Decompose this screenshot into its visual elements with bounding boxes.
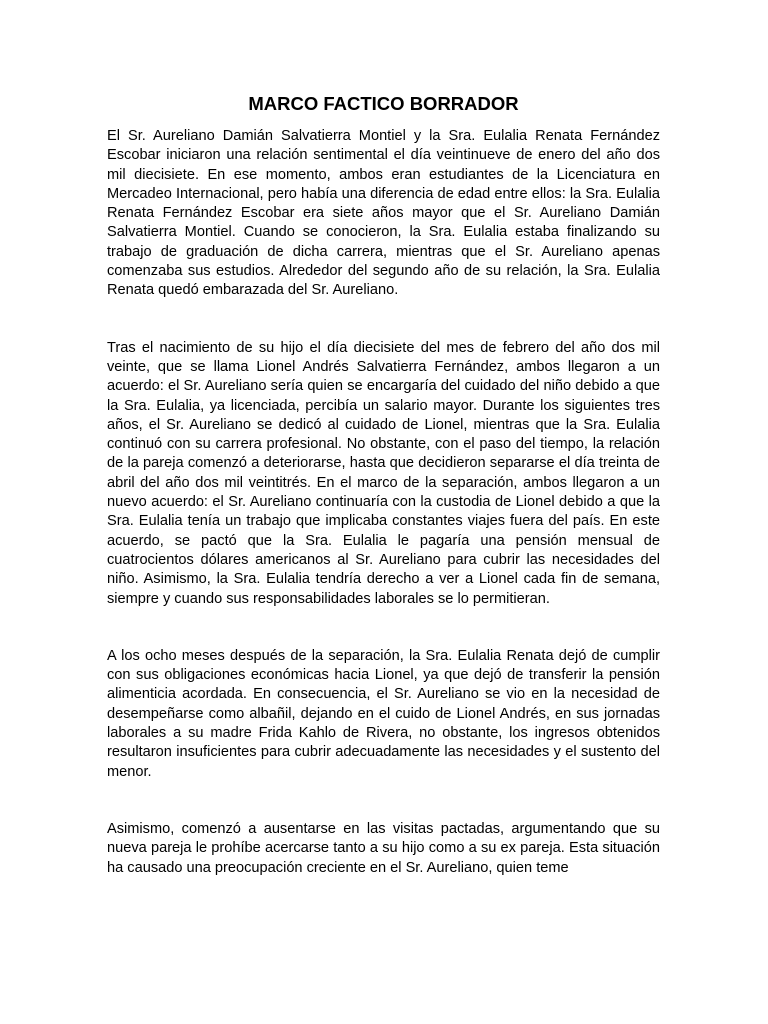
paragraph-1: El Sr. Aureliano Damián Salvatierra Montiel y la Sra. Eulalia Renata Fernández Escobar iniciaron una relación sentimental el día veintinueve de enero del año dos mil diecisiete. En ese momento, ambos eran estudiantes de la Licenciatura en Mercadeo Internacional, pero había una diferencia de edad entre ellos: la Sra. Eulalia Renata Fernández Escobar era siete años mayor que el Sr. Aureliano Damián Salvatierra Montiel. Cuando se conocieron, la Sra. Eulalia estaba finalizando su trabajo de graduación de dicha carrera, mientras que el Sr. Aureliano apenas comenzaba sus estudios. Alrededor del segundo año de su relación, la Sra. Eulalia Renata quedó embarazada del Sr. Aureliano.: [107, 128, 660, 299]
paragraph-2: Tras el nacimiento de su hijo el día diecisiete del mes de febrero del año dos mil veinte, que se llama Lionel Andrés Salvatierra Fernández, ambos llegaron a un acuerdo: el Sr. Aureliano sería quien se encargaría del cuidado del niño debido a que la Sra. Eulalia, ya licenciada, percibía un salario mayor. Durante los siguientes tres años, el Sr. Aureliano se dedicó al cuidado de Lionel, mientras que la Sra. Eulalia continuó con su carrera profesional. No obstante, con el paso del tiempo, la relación de la pareja comenzó a deteriorarse, hasta que decidieron separarse el día treinta de abril del año dos mil veintitrés. En el marco de la separación, ambos llegaron a un nuevo acuerdo: el Sr. Aureliano continuaría con la custodia de Lionel debido a que la Sra. Eulalia tenía un trabajo que implicaba constantes viajes fuera del país. En este acuerdo, se pactó que la Sra. Eulalia le pagaría una pensión mensual de cuatrocientos dólares americanos al Sr. Aureliano para cubrir las necesidades del niño. Asimismo, la Sra. Eulalia tendría derecho a ver a Lionel cada fin de semana, siempre y cuando sus responsabilidades laborales se lo permitieran.: [107, 339, 660, 607]
paragraph-3: A los ocho meses después de la separación, la Sra. Eulalia Renata dejó de cumplir con sus obligaciones económicas hacia Lionel, ya que dejó de transferir la pensión alimenticia acordada. En consecuencia, el Sr. Aureliano se vio en la necesidad de desempeñarse como albañil, dejando en el cuido de Lionel Andrés, en sus jornadas laborales a su madre Frida Kahlo de Rivera, no obstante, los ingresos obtenidos resultaron insuficientes para cubrir adecuadamente las necesidades y el sustento del menor.: [107, 647, 660, 780]
document-title: MARCO FACTICO BORRADOR: [248, 93, 519, 114]
paragraph-4: Asimismo, comenzó a ausentarse en las visitas pactadas, argumentando que su nueva pareja le prohíbe acercarse tanto a su hijo como a su ex pareja. Esta situación ha causado una preocupación creciente en el Sr. Aureliano, quien teme: [107, 820, 660, 876]
document-page: [107, 92, 660, 878]
